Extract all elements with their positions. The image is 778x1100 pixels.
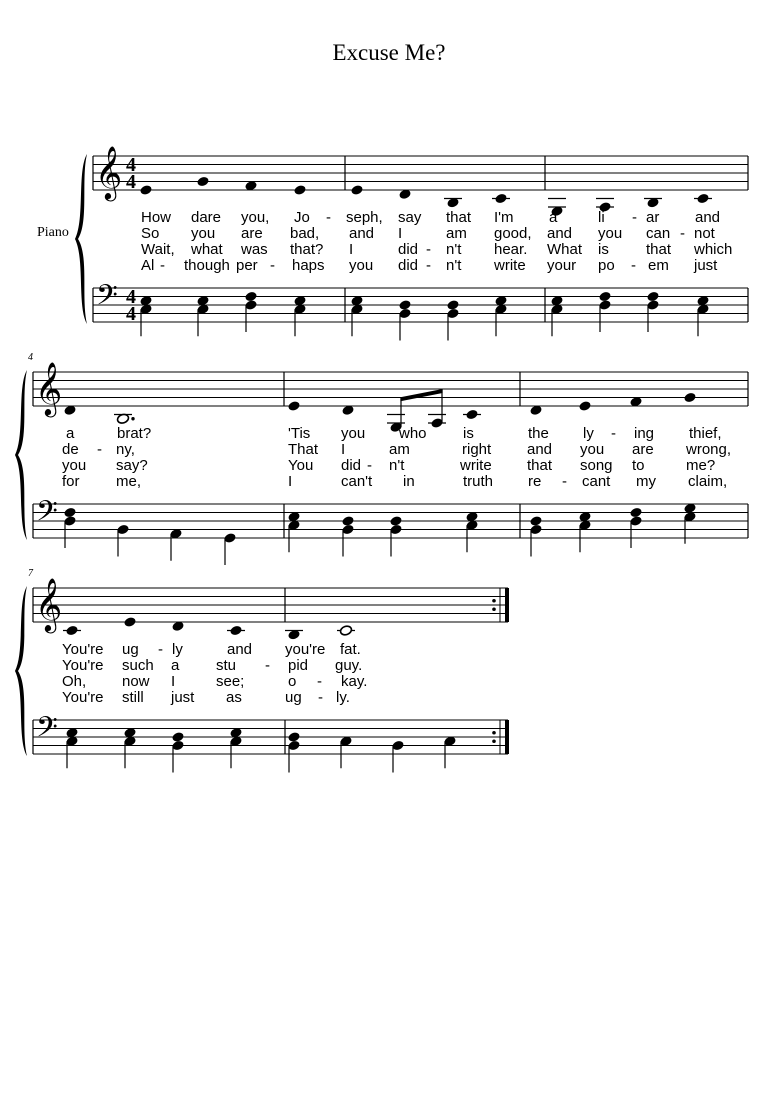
note-head xyxy=(341,515,354,527)
brace xyxy=(15,586,27,756)
measure-number: 4 xyxy=(28,352,33,363)
lyric-syllable: and xyxy=(527,441,553,458)
note-head xyxy=(139,184,152,196)
lyric-syllable: po xyxy=(598,257,615,274)
lyric-syllable: me? xyxy=(686,457,716,474)
lyric-syllable: - xyxy=(158,641,163,658)
note-head xyxy=(65,625,78,637)
lyric-syllable: claim, xyxy=(688,473,728,490)
repeat-dot xyxy=(492,599,496,603)
lyric-syllable: truth xyxy=(463,473,494,490)
lyric-syllable: that? xyxy=(290,241,324,258)
lyric-syllable: - xyxy=(317,673,322,690)
lyric-syllable: a xyxy=(66,425,75,442)
lyric-syllable: which xyxy=(694,241,733,258)
note-head xyxy=(389,515,402,527)
lyric-syllable: o xyxy=(288,673,297,690)
lyric-syllable: and xyxy=(227,641,253,658)
lyric-syllable: - xyxy=(367,457,372,474)
brace xyxy=(15,370,27,540)
lyric-syllable: per xyxy=(236,257,258,274)
note-head xyxy=(287,400,300,412)
lyric-syllable: - xyxy=(270,257,275,274)
lyric-syllable: and xyxy=(349,225,375,242)
lyric-syllable: n't xyxy=(389,457,405,474)
lyric-syllable: - xyxy=(426,257,431,274)
lyric-syllable: So xyxy=(141,225,160,242)
lyric-syllable: now xyxy=(122,673,150,690)
lyric-syllable: is xyxy=(598,241,609,258)
lyric-syllable: did xyxy=(398,241,419,258)
bass-clef-icon: 𝄢 xyxy=(36,495,58,535)
lyric-syllable: ny, xyxy=(116,441,135,458)
lyric-syllable: - xyxy=(326,209,331,226)
lyric-syllable: em xyxy=(648,257,669,274)
lyric-syllable: 'Tis xyxy=(288,425,311,442)
lyric-syllable: - xyxy=(97,441,102,458)
lyric-syllable: song xyxy=(580,457,613,474)
lyric-syllable: ug xyxy=(122,641,139,658)
note-head xyxy=(244,291,257,303)
beam xyxy=(400,389,442,401)
lyric-syllable: Jo xyxy=(294,209,310,226)
repeat-dot xyxy=(492,607,496,611)
lyric-syllable: and xyxy=(547,225,573,242)
lyric-syllable: n't xyxy=(446,241,462,258)
lyric-syllable: not xyxy=(694,225,715,242)
lyric-syllable: did xyxy=(398,257,419,274)
time-signature: 4 xyxy=(126,154,136,176)
lyric-syllable: brat? xyxy=(117,425,152,442)
lyric-syllable: n't xyxy=(446,257,462,274)
treble-clef-icon: 𝄞 xyxy=(35,361,63,415)
lyric-syllable: you xyxy=(349,257,374,274)
treble-clef-icon: 𝄞 xyxy=(35,577,63,631)
lyric-syllable: guy. xyxy=(335,657,363,674)
time-signature: 4 xyxy=(126,286,136,308)
note-head xyxy=(494,193,507,205)
lyric-syllable: Wait, xyxy=(141,241,175,258)
lyric-syllable: good, xyxy=(494,225,532,242)
bass-clef-icon: 𝄢 xyxy=(96,279,118,319)
lyric-syllable: as xyxy=(226,689,242,706)
lyric-syllable: see; xyxy=(216,673,245,690)
bass-clef-icon: 𝄢 xyxy=(36,711,58,751)
lyric-syllable: you, xyxy=(241,209,270,226)
lyric-syllable: is xyxy=(463,425,474,442)
lyric-syllable: Oh, xyxy=(62,673,87,690)
lyric-syllable: fat. xyxy=(340,641,361,658)
lyric-syllable: hear. xyxy=(494,241,528,258)
lyric-syllable: I xyxy=(398,225,403,242)
lyric-syllable: You're xyxy=(62,689,104,706)
note-head xyxy=(293,184,306,196)
lyric-syllable: for xyxy=(62,473,80,490)
note-head xyxy=(598,291,611,303)
lyric-syllable: what xyxy=(191,241,223,258)
lyric-syllable: right xyxy=(462,441,492,458)
note-head xyxy=(646,291,659,303)
lyric-syllable: - xyxy=(632,209,637,226)
lyric-syllable: ing xyxy=(634,425,655,442)
final-repeat-bar xyxy=(505,720,509,754)
lyric-syllable: ar xyxy=(646,209,660,226)
lyric-syllable: you xyxy=(580,441,605,458)
note-head xyxy=(350,184,363,196)
lyric-syllable: am xyxy=(389,441,410,458)
note-head xyxy=(696,193,709,205)
repeat-dot xyxy=(492,739,496,743)
time-signature: 4 xyxy=(126,303,136,325)
lyric-syllable: bad, xyxy=(290,225,320,242)
note-head xyxy=(63,507,76,519)
lyric-syllable: that xyxy=(527,457,553,474)
lyric-syllable: I xyxy=(349,241,354,258)
lyric-syllable: say xyxy=(398,209,422,226)
lyric-syllable: dare xyxy=(191,209,222,226)
lyric-syllable: - xyxy=(426,241,431,258)
lyric-syllable: write xyxy=(460,457,492,474)
instrument-label: Piano xyxy=(37,225,69,240)
note-head xyxy=(629,507,642,519)
brace xyxy=(75,154,87,324)
lyric-syllable: me, xyxy=(116,473,142,490)
lyric-syllable: wrong, xyxy=(686,441,732,458)
lyric-syllable: are xyxy=(241,225,263,242)
lyric-syllable: - xyxy=(318,689,323,706)
note-head xyxy=(229,625,242,637)
lyric-syllable: I'm xyxy=(494,209,514,226)
note-head xyxy=(287,731,300,743)
lyric-syllable: ly xyxy=(172,641,183,658)
lyric-syllable: did xyxy=(341,457,362,474)
lyric-syllable: You're xyxy=(62,641,104,658)
lyric-syllable: li xyxy=(598,209,605,226)
lyric-syllable: the xyxy=(528,425,549,442)
lyric-syllable: was xyxy=(241,241,268,258)
note-head xyxy=(465,409,478,421)
note-head xyxy=(339,625,352,637)
note-head xyxy=(578,400,591,412)
lyric-syllable: still xyxy=(122,689,144,706)
lyric-syllable: re xyxy=(528,473,542,490)
lyric-syllable: am xyxy=(446,225,467,242)
lyric-syllable: you xyxy=(191,225,216,242)
lyric-syllable: Al xyxy=(141,257,155,274)
lyric-syllable: to xyxy=(632,457,645,474)
lyric-syllable: though xyxy=(184,257,230,274)
lyric-syllable: cant xyxy=(582,473,611,490)
lyric-syllable: and xyxy=(695,209,721,226)
lyric-syllable: can xyxy=(646,225,671,242)
repeat-dot xyxy=(492,731,496,735)
lyric-syllable: you xyxy=(62,457,87,474)
note-head xyxy=(529,515,542,527)
time-signature: 4 xyxy=(126,171,136,193)
lyric-syllable: What xyxy=(547,241,583,258)
lyric-syllable: I xyxy=(288,473,293,490)
measure-number: 7 xyxy=(28,568,33,579)
lyric-syllable: I xyxy=(171,673,176,690)
lyric-syllable: - xyxy=(611,425,616,442)
lyric-syllable: write xyxy=(494,257,526,274)
lyric-syllable: who xyxy=(399,425,427,442)
lyric-syllable: your xyxy=(547,257,577,274)
score-title: Excuse Me? xyxy=(332,40,446,65)
note-head xyxy=(683,392,696,404)
final-repeat-bar xyxy=(505,588,509,622)
lyric-syllable: you xyxy=(341,425,366,442)
lyric-syllable: You're xyxy=(62,657,104,674)
lyric-syllable: ly. xyxy=(336,689,350,706)
lyric-syllable: seph, xyxy=(346,209,383,226)
lyric-syllable: say? xyxy=(116,457,148,474)
lyric-syllable: ug xyxy=(285,689,302,706)
lyric-syllable: in xyxy=(403,473,415,490)
lyric-syllable: that xyxy=(646,241,672,258)
lyric-syllable: that xyxy=(446,209,472,226)
lyric-syllable: pid xyxy=(288,657,309,674)
lyric-syllable: can't xyxy=(341,473,373,490)
lyric-syllable: - xyxy=(562,473,567,490)
lyric-syllable: - xyxy=(631,257,636,274)
note-head xyxy=(398,299,411,311)
lyric-syllable: a xyxy=(171,657,180,674)
lyric-syllable: How xyxy=(141,209,172,226)
lyric-syllable: such xyxy=(122,657,154,674)
lyric-syllable: I xyxy=(341,441,346,458)
note-head xyxy=(196,176,209,188)
lyric-syllable: - xyxy=(265,657,270,674)
lyric-syllable: stu xyxy=(216,657,237,674)
lyric-syllable: That xyxy=(288,441,319,458)
note-head xyxy=(446,299,459,311)
lyric-syllable: thief, xyxy=(689,425,722,442)
lyric-syllable: - xyxy=(680,225,685,242)
lyric-syllable: you're xyxy=(285,641,326,658)
lyric-syllable: a xyxy=(549,209,558,226)
note-head xyxy=(171,731,184,743)
note-head xyxy=(123,616,136,628)
augmentation-dot xyxy=(131,417,134,420)
treble-clef-icon: 𝄞 xyxy=(95,145,123,199)
lyric-syllable: haps xyxy=(292,257,325,274)
lyric-syllable: de xyxy=(62,441,79,458)
lyric-syllable: kay. xyxy=(341,673,368,690)
lyric-syllable: ly xyxy=(583,425,594,442)
lyric-syllable: You xyxy=(288,457,314,474)
lyric-syllable: my xyxy=(636,473,656,490)
lyric-syllable: you xyxy=(598,225,623,242)
lyric-syllable: just xyxy=(171,689,195,706)
lyric-syllable: just xyxy=(694,257,718,274)
lyric-syllable: are xyxy=(632,441,654,458)
lyric-syllable: - xyxy=(160,257,165,274)
